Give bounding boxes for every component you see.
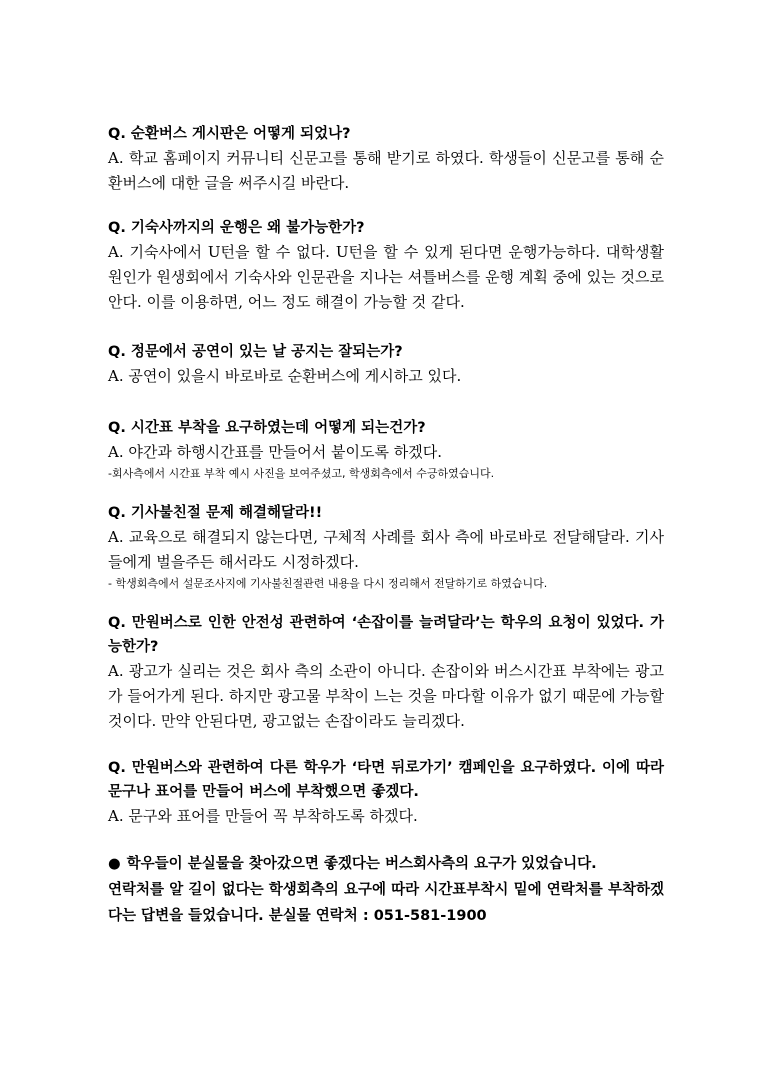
question: Q. 만원버스와 관련하여 다른 학우가 ‘타면 뒤로가기’ 캠페인을 요구하였다. 이에 따라 문구나 표어를 만들어 버스에 부착했으면 좋겠다. <box>108 760 664 800</box>
answer: A. 기숙사에서 U턴을 할 수 없다. U턴을 할 수 있게 된다면 운행가능하다. 대학생활원인가 원생회에서 기숙사와 인문관을 지나는 셔틀버스를 운행 계획 중에 있는 것으로 안다. 이를 이용하면, 어느 정도 해결이 가능할 것 같다. <box>108 243 664 311</box>
question: Q. 정문에서 공연이 있는 날 공지는 잘되는가? <box>108 344 403 360</box>
answer: A. 공연이 있을시 바로바로 순환버스에 게시하고 있다. <box>108 367 462 385</box>
answer: A. 야간과 하행시간표를 만들어서 붙이도록 하겠다. <box>108 443 443 461</box>
qa-section-4 <box>108 416 664 483</box>
question: Q. 만원버스로 인한 안전성 관련하여 ‘손잡이를 늘려달라’는 학우의 요청이 있었다. 가능한가? <box>108 615 664 655</box>
question: Q. 기숙사까지의 운행은 왜 불가능한가? <box>108 220 365 236</box>
notice-body: 연락처를 알 길이 없다는 학생회측의 요구에 따라 시간표부착시 밑에 연락처를 부착하겠다는 답변을 들었습니다. 분실물 연락처 : 051-581-1900 <box>108 882 664 924</box>
question: Q. 시간표 부착을 요구하였는데 어떻게 되는건가? <box>108 420 426 436</box>
qa-section-7 <box>108 756 664 829</box>
notice-headline <box>108 851 664 877</box>
answer: A. 문구와 표어를 만들어 꼭 부착하도록 하겠다. <box>108 807 418 825</box>
question: Q. 기사불친절 문제 해결해달라!! <box>108 505 323 521</box>
notice-line: 학우들이 분실물을 찾아갔으면 좋겠다는 버스회사측의 요구가 있었습니다. <box>126 856 597 872</box>
lost-and-found-notice <box>108 851 664 929</box>
qa-section-2 <box>108 216 664 315</box>
note: - 학생회측에서 설문조사지에 기사불친절관련 내용을 다시 정리해서 전달하기로 하였습니다. <box>108 577 548 590</box>
answer: A. 광고가 실리는 것은 회사 측의 소관이 아니다. 손잡이와 버스시간표 부착에는 광고가 들어가게 된다. 하지만 광고물 부착이 느는 것을 마다할 이유가 없기 때문에 가능할 것이다. 만약 안된다면, 광고없는 손잡이라도 늘리겠다. <box>108 662 664 730</box>
answer: A. 학교 홈페이지 커뮤니티 신문고를 통해 받기로 하였다. 학생들이 신문고를 통해 순환버스에 대한 글을 써주시길 바란다. <box>108 149 664 192</box>
qa-section-5 <box>108 501 664 593</box>
qa-section-1 <box>108 122 664 196</box>
qa-section-3 <box>108 340 664 389</box>
bullet-icon: ● <box>108 856 121 872</box>
question: Q. 순환버스 게시판은 어떻게 되었나? <box>108 126 351 142</box>
answer: A. 교육으로 해결되지 않는다면, 구체적 사례를 회사 측에 바로바로 전달해달라. 기사들에게 벌을주든 해서라도 시정하겠다. <box>108 528 664 571</box>
qa-section-6 <box>108 611 664 734</box>
document-page <box>108 122 664 929</box>
note: -회사측에서 시간표 부착 예시 사진을 보여주셨고, 학생회측에서 수긍하였습니다. <box>108 467 495 480</box>
